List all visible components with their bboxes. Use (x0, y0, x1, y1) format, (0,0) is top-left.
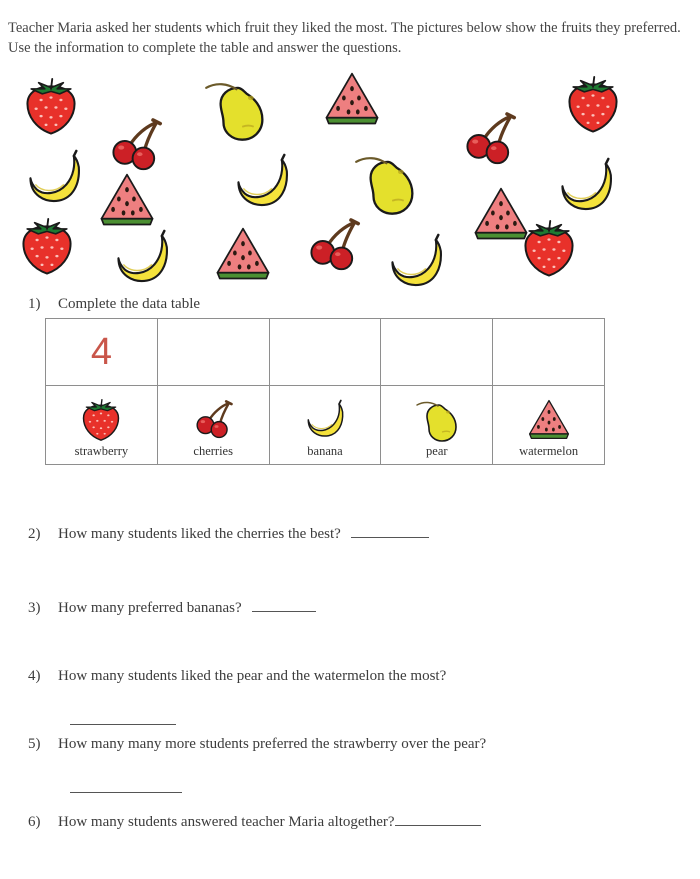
strawberry-icon (516, 216, 582, 278)
pear-icon (346, 146, 424, 218)
question-1 (28, 296, 200, 313)
question-3 (28, 598, 316, 617)
tally-cell-pear[interactable] (381, 319, 493, 386)
question-3-number: 3) (28, 600, 41, 616)
banana-icon (548, 154, 624, 216)
data-table (45, 318, 605, 465)
intro-paragraph: Teacher Maria asked her students which fruit they liked the most. The pictures below show the fruits they preferred. Use the information to complete the table and answer the questions. (8, 20, 681, 56)
answer-blank-3[interactable] (252, 598, 316, 612)
watermelon-icon (208, 224, 278, 282)
answer-blank-2[interactable] (351, 524, 429, 538)
pear-icon (381, 394, 492, 444)
table-icon-row (46, 386, 605, 465)
answer-blank-5-row (70, 779, 182, 798)
table-label-watermelon: watermelon (519, 444, 579, 458)
banana-icon (104, 226, 180, 288)
watermelon-icon (493, 394, 604, 444)
banana-icon (16, 146, 92, 208)
question-6-text: How many students answered teacher Maria altogether? (58, 814, 395, 830)
cherries-icon (452, 108, 526, 168)
table-label-strawberry: strawberry (74, 444, 129, 458)
strawberry-icon (14, 214, 80, 276)
fruit-picture-field (0, 66, 700, 288)
question-5-number: 5) (28, 736, 41, 752)
question-6 (28, 812, 481, 831)
question-4-number: 4) (28, 668, 41, 684)
tally-cell-watermelon[interactable] (493, 319, 605, 386)
question-3-text: How many preferred bananas? (58, 600, 242, 616)
answer-blank-4-row (70, 711, 176, 730)
tally-cell-cherries[interactable] (157, 319, 269, 386)
traced-number-4: 4 (90, 331, 112, 373)
table-label-pear: pear (426, 444, 448, 458)
strawberry-icon (46, 394, 157, 444)
strawberry-icon (18, 74, 84, 136)
table-tally-row (46, 319, 605, 386)
question-1-number: 1) (28, 296, 41, 312)
pear-icon (196, 72, 274, 144)
question-1-text: Complete the data table (58, 296, 201, 312)
table-label-banana: banana (307, 444, 343, 458)
watermelon-icon (92, 170, 162, 228)
banana-icon (378, 230, 454, 292)
tally-cell-strawberry[interactable] (46, 319, 158, 386)
question-6-number: 6) (28, 814, 41, 830)
watermelon-icon (316, 69, 388, 127)
banana-icon (224, 150, 300, 212)
strawberry-icon (560, 72, 626, 134)
question-4-text: How many students liked the pear and the watermelon the most? (58, 668, 447, 684)
question-2-number: 2) (28, 526, 41, 542)
question-2 (28, 524, 429, 543)
tally-cell-banana[interactable] (269, 319, 381, 386)
banana-icon (270, 394, 381, 444)
cherries-icon (296, 214, 370, 274)
answer-blank-6[interactable] (395, 812, 481, 826)
question-4 (28, 668, 446, 685)
cherries-icon (158, 394, 269, 444)
table-cell-strawberry (46, 386, 158, 465)
table-label-cherries: cherries (193, 444, 233, 458)
question-5-text: How many many more students preferred the strawberry over the pear? (58, 736, 487, 752)
question-5 (28, 736, 486, 753)
answer-blank-5[interactable] (70, 779, 182, 793)
cherries-icon (98, 114, 172, 174)
table-cell-cherries (157, 386, 269, 465)
question-2-text: How many students liked the cherries the best? (58, 526, 341, 542)
table-cell-watermelon (493, 386, 605, 465)
table-cell-pear (381, 386, 493, 465)
table-cell-banana (269, 386, 381, 465)
answer-blank-4[interactable] (70, 711, 176, 725)
